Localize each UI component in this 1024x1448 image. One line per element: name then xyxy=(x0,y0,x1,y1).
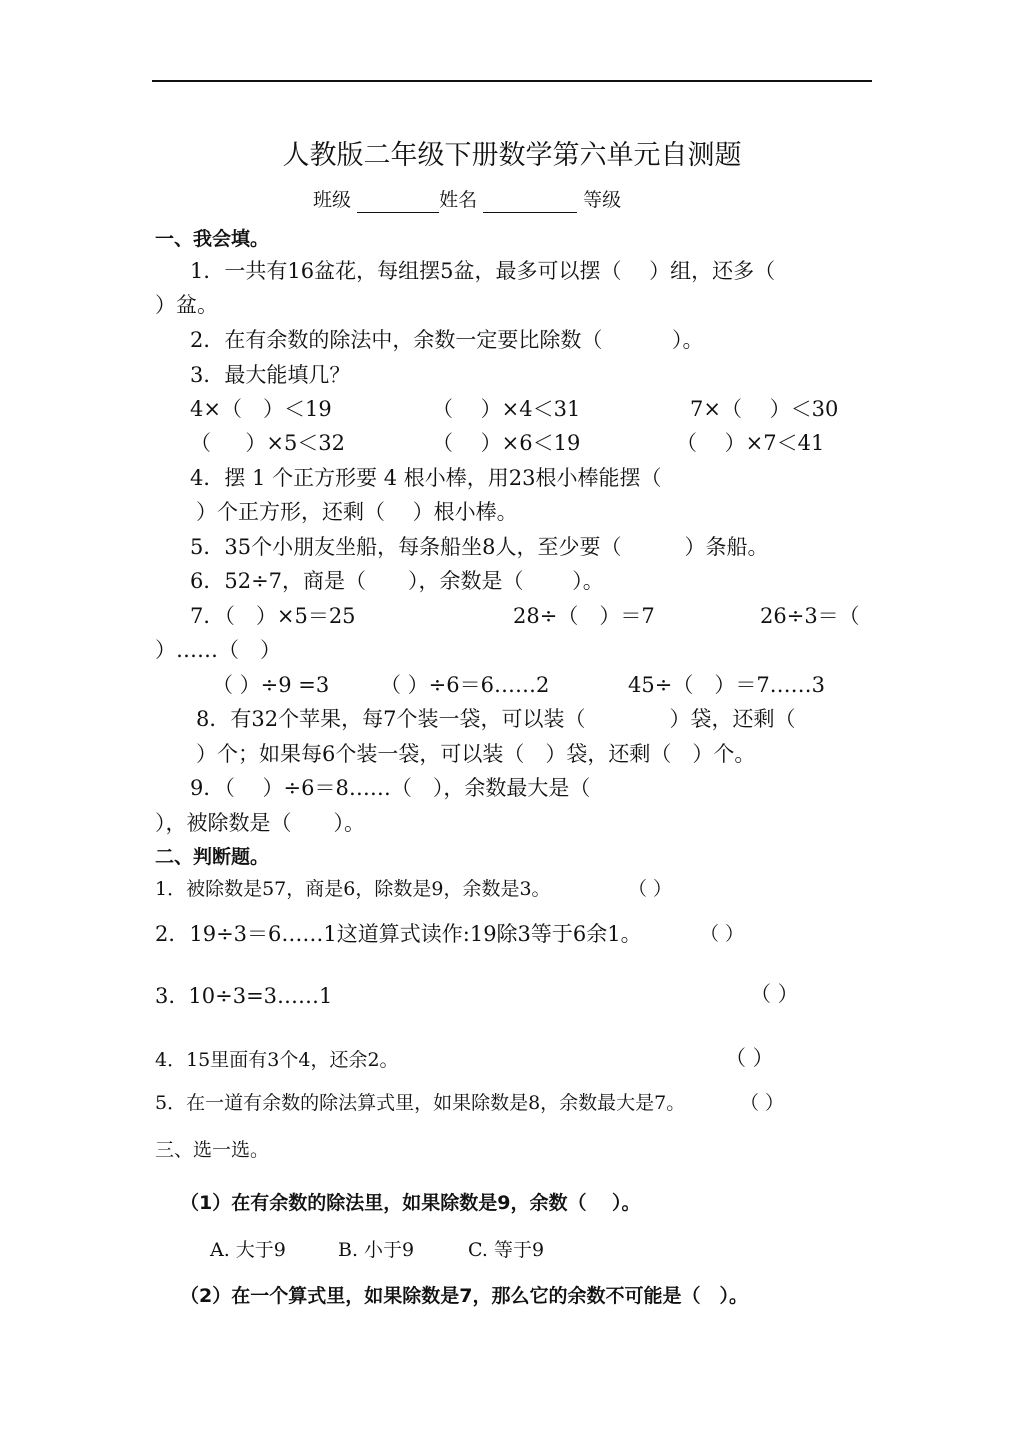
q9-line-1: 9．（ ）÷6＝8……（ ），余数最大是（ xyxy=(190,776,591,800)
judge-3-bracket[interactable]: （ ） xyxy=(750,982,799,1006)
q7-row1-a: 7．（ ）×5＝25 xyxy=(190,604,356,628)
class-blank[interactable] xyxy=(357,188,439,213)
q4-line-1: 4．摆 1 个正方形要 4 根小棒，用23根小棒能摆（ xyxy=(190,466,662,490)
judge-4-text: 4．15里面有3个4，还余2。 xyxy=(155,1049,399,1071)
choice-1-option-a[interactable]: A. 大于9 xyxy=(210,1239,286,1261)
q7-row1-cont: ）……（ ） xyxy=(155,638,281,662)
q7-row2-b: （ ）÷6＝6……2 xyxy=(380,673,550,697)
q7-row2-a: （ ）÷9 =3 xyxy=(212,673,330,697)
q3-row1-a: 4×（ ）＜19 xyxy=(190,397,332,421)
q7-row1-c: 26÷3＝（ xyxy=(760,604,860,628)
q1-line-1: 1．一共有16盆花，每组摆5盆，最多可以摆（ ）组，还多（ xyxy=(190,259,776,283)
student-info-line xyxy=(313,188,621,213)
judge-2-text: 2．19÷3＝6……1这道算式读作:19除3等于6余1。 xyxy=(155,922,642,946)
judge-5-text: 5．在一道有余数的除法算式里，如果除数是8，余数最大是7。 xyxy=(155,1092,686,1114)
q2-line: 2．在有余数的除法中，余数一定要比除数（ ）。 xyxy=(190,328,704,352)
name-blank[interactable] xyxy=(483,188,577,213)
choice-1-option-c[interactable]: C. 等于9 xyxy=(468,1239,545,1261)
q6-line: 6．52÷7，商是（ ），余数是（ ）。 xyxy=(190,569,604,593)
q5-line: 5．35个小朋友坐船，每条船坐8人，至少要（ ）条船。 xyxy=(190,535,769,559)
q3-line: 3．最大能填几？ xyxy=(190,363,351,387)
grade-label: 等级 xyxy=(583,189,622,211)
q7-row1-b: 28÷（ ）＝7 xyxy=(513,604,655,628)
q3-row2-a: （ ）×5＜32 xyxy=(190,431,346,455)
q3-row2-c: （ ）×7＜41 xyxy=(676,431,825,455)
q3-row1-c: 7×（ ）＜30 xyxy=(690,397,839,421)
q3-row1-b: （ ）×4＜31 xyxy=(432,397,581,421)
choice-2-question: （2）在一个算式里，如果除数是7，那么它的余数不可能是（ ）。 xyxy=(180,1285,748,1307)
section-2-heading: 二、判断题。 xyxy=(155,846,270,868)
section-1-heading: 一、我会填。 xyxy=(155,228,270,250)
name-label: 姓名 xyxy=(439,189,478,211)
q9-line-2: ），被除数是（ ）。 xyxy=(155,811,365,835)
q4-line-2: ）个正方形，还剩（ ）根小棒。 xyxy=(196,500,518,524)
judge-1-bracket[interactable]: （ ） xyxy=(628,878,673,900)
q8-line-2: ）个；如果每6个装一袋，可以装（ ）袋，还剩（ ）个。 xyxy=(196,742,756,766)
class-label: 班级 xyxy=(313,189,352,211)
judge-5-bracket[interactable]: （ ） xyxy=(740,1092,785,1114)
q8-line-1: 8．有32个苹果，每7个装一袋，可以装（ ）袋，还剩（ xyxy=(196,707,796,731)
section-3-heading: 三、选一选。 xyxy=(155,1139,270,1161)
q3-row2-b: （ ）×6＜19 xyxy=(432,431,581,455)
header-rule xyxy=(152,80,872,82)
judge-2-bracket[interactable]: （ ） xyxy=(700,923,745,945)
judge-4-bracket[interactable]: （ ） xyxy=(725,1046,774,1070)
q7-row2-c: 45÷（ ）＝7……3 xyxy=(628,673,826,697)
judge-1-text: 1．被除数是57，商是6，除数是9，余数是3。 xyxy=(155,878,551,900)
choice-1-option-b[interactable]: B. 小于9 xyxy=(338,1239,415,1261)
q1-line-2: ）盆。 xyxy=(155,293,218,317)
choice-1-question: （1）在有余数的除法里，如果除数是9，余数（ ）。 xyxy=(180,1192,641,1214)
page-title: 人教版二年级下册数学第六单元自测题 xyxy=(282,140,742,171)
judge-3-text: 3. 10÷3=3……1 xyxy=(155,984,333,1008)
